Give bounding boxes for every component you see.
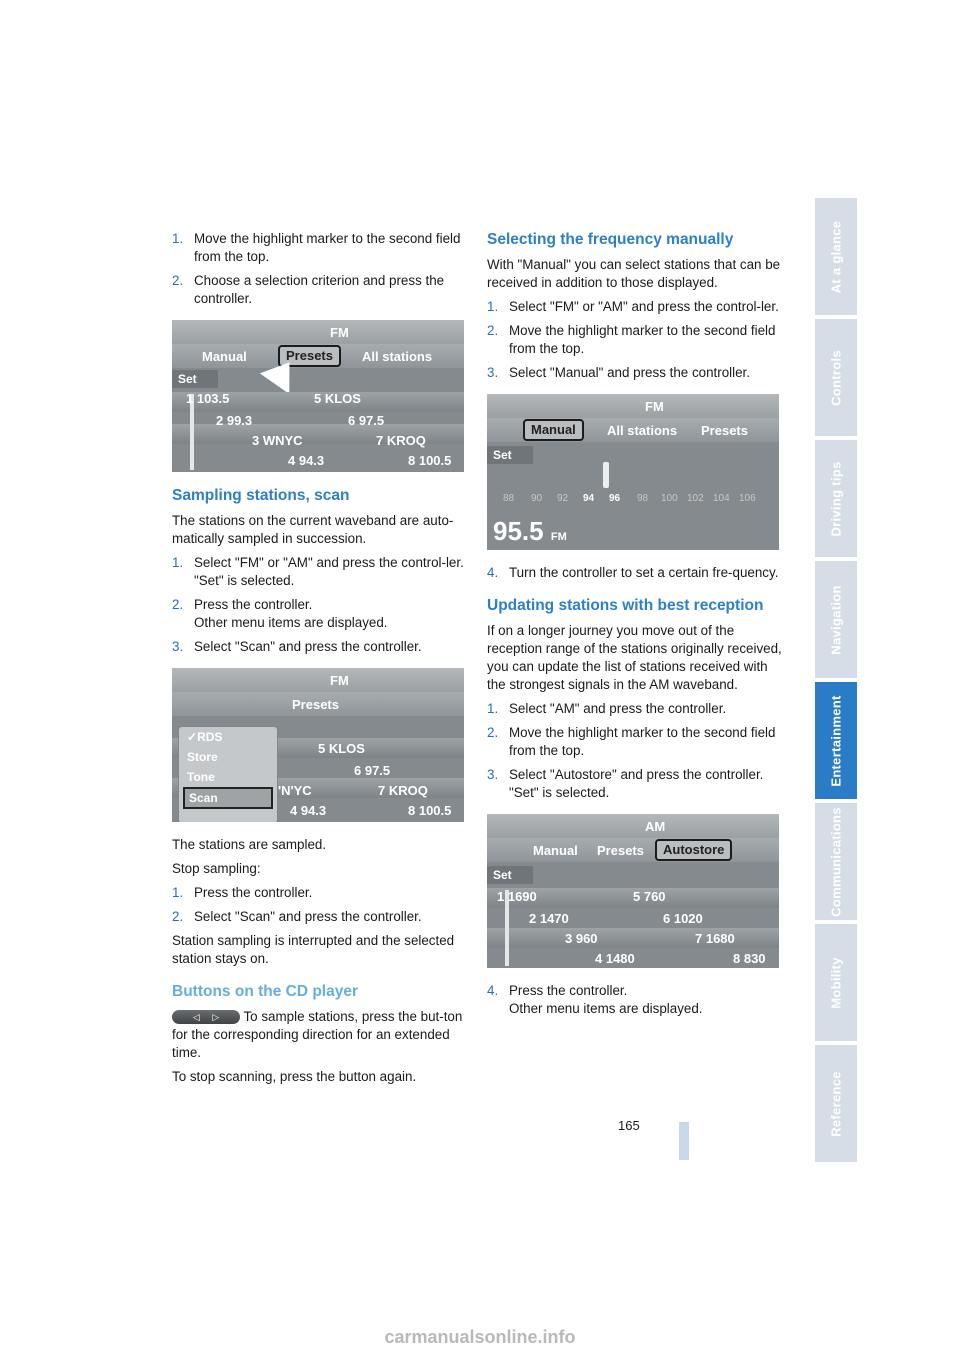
- step: 2. Press the controller. Other menu items are displayed.: [172, 597, 388, 630]
- step: 1. Select "AM" and press the controller.: [487, 701, 727, 716]
- station: 6 97.5: [348, 413, 385, 428]
- station: 4 94.3: [288, 453, 325, 468]
- step: 4. Press the controller. Other menu items are displayed.: [487, 983, 703, 1016]
- station: 3 WNYC: [252, 433, 303, 448]
- band-label: FM: [330, 325, 349, 340]
- menu-item: Tone: [187, 770, 215, 784]
- watermark: carmanualsonline.info: [384, 1327, 576, 1347]
- paragraph: Station sampling is interrupted and the selected station stays on.: [172, 933, 455, 966]
- tuning-needle: [603, 462, 609, 488]
- paragraph: ◁ ▷ To sample stations, press the but-ton for the corresponding direction for an extended time.: [172, 1009, 463, 1060]
- tab-autostore: Autostore: [655, 839, 732, 861]
- band-label: FM: [645, 399, 664, 414]
- tab-manual: Manual: [523, 419, 584, 441]
- station: 4 94.3: [290, 803, 327, 818]
- right-column: [487, 230, 783, 1024]
- radio-screen-autostore: [487, 814, 779, 968]
- tab-driving-tips[interactable]: Driving tips: [815, 440, 857, 557]
- set-label: Set: [487, 866, 533, 884]
- menu-item: ✓RDS: [187, 730, 223, 744]
- current-frequency: 95.5 FM: [493, 516, 567, 546]
- tab-presets: Presets: [278, 345, 341, 367]
- heading-sampling: Sampling stations, scan: [172, 487, 350, 504]
- paragraph: If on a longer journey you move out of the reception range of the stations originally received, you can update the list of stations received with the strongest signals in the AM waveband.: [487, 623, 782, 692]
- station: 8 830: [733, 951, 766, 966]
- radio-screen-manual: [487, 394, 779, 550]
- station: 4 1480: [595, 951, 635, 966]
- tab-all-stations: All stations: [607, 423, 678, 438]
- station: 5 760: [633, 889, 666, 904]
- tab-presets: Presets: [701, 423, 748, 438]
- tab-presets: Presets: [597, 843, 644, 858]
- step: 1. Press the controller.: [172, 885, 313, 900]
- options-menu: [178, 726, 278, 822]
- tab-mobility[interactable]: Mobility: [815, 924, 857, 1041]
- top-bar: [172, 668, 464, 692]
- paragraph: The stations are sampled.: [172, 837, 327, 852]
- step: 1. Select "FM" or "AM" and press the control-ler.: [487, 299, 779, 314]
- top-bar: [487, 394, 779, 418]
- paragraph: The stations on the current waveband are auto-matically sampled in succession.: [172, 513, 454, 546]
- station: 8 100.5: [408, 803, 452, 818]
- tab-manual: Manual: [533, 843, 578, 858]
- menu-item-selected: Scan: [183, 787, 273, 809]
- station: 7 KROQ: [378, 783, 428, 798]
- step: 3. Select "Scan" and press the controller.: [172, 639, 422, 654]
- station: 5 KLOS: [314, 391, 361, 406]
- menu-item: Store: [187, 750, 218, 764]
- presets-label: Presets: [292, 697, 339, 712]
- set-label: Set: [487, 446, 533, 464]
- station: 7 KROQ: [376, 433, 426, 448]
- tab-entertainment[interactable]: Entertainment: [815, 682, 857, 799]
- tab-communications[interactable]: Communications: [815, 803, 857, 920]
- stripe: [487, 928, 779, 948]
- radio-screen-presets: [172, 320, 464, 472]
- frequency-scale: 88 90 92 94 96 98 100 102 104 106: [503, 493, 756, 504]
- heading-buttons: Buttons on the CD player: [172, 983, 359, 1000]
- station: 'N'YC: [278, 783, 312, 798]
- tab-manual: Manual: [202, 349, 247, 364]
- paragraph: To stop scanning, press the button again.: [172, 1069, 417, 1084]
- top-bar: [487, 814, 779, 838]
- heading-manual: Selecting the frequency manually: [487, 231, 734, 248]
- heading-updating: Updating stations with best reception: [487, 597, 764, 614]
- station: 3 960: [565, 931, 598, 946]
- step: 3. Select "Autostore" and press the controller. "Set" is selected.: [487, 767, 764, 800]
- page-marker: [679, 1122, 689, 1160]
- radio-screen-scan: [172, 668, 464, 822]
- step: 1. Select "FM" or "AM" and press the control-ler. "Set" is selected.: [172, 555, 464, 588]
- left-column: [172, 230, 468, 1092]
- station: 6 1020: [663, 911, 703, 926]
- tab-navigation[interactable]: Navigation: [815, 561, 857, 678]
- paragraph: With "Manual" you can select stations that can be received in addition to those displayed.: [487, 257, 781, 290]
- station: 8 100.5: [408, 453, 452, 468]
- station: 5 KLOS: [318, 741, 365, 756]
- band-label: AM: [645, 819, 666, 834]
- tab-at-a-glance[interactable]: At a glance: [815, 198, 857, 315]
- set-label: Set: [172, 370, 218, 388]
- page-number: 165: [618, 1118, 640, 1133]
- station: 1 1690: [497, 889, 537, 904]
- station: 2 99.3: [216, 413, 253, 428]
- top-bar: [172, 320, 464, 344]
- step: 3. Select "Manual" and press the controller.: [487, 365, 750, 380]
- step: 2. Move the highlight marker to the second field from the top.: [487, 725, 776, 758]
- tab-controls[interactable]: Controls: [815, 319, 857, 436]
- seek-button-icon: ◁ ▷: [172, 1010, 240, 1024]
- tab-reference[interactable]: Reference: [815, 1045, 857, 1162]
- step: 1. Move the highlight marker to the second field from the top.: [172, 231, 461, 264]
- step: 2. Select "Scan" and press the controller.: [172, 909, 422, 924]
- step: 2. Choose a selection criterion and press the controller.: [172, 273, 445, 306]
- station: 1 103.5: [186, 391, 230, 406]
- chapter-tabs: [815, 198, 857, 1166]
- step: 4. Turn the controller to set a certain fre-quency.: [487, 565, 779, 580]
- station: 6 97.5: [354, 763, 391, 778]
- tab-all-stations: All stations: [362, 349, 433, 364]
- step: 2. Move the highlight marker to the second field from the top.: [487, 323, 776, 356]
- station: 2 1470: [529, 911, 569, 926]
- paragraph: Stop sampling:: [172, 861, 261, 876]
- station: 7 1680: [695, 931, 735, 946]
- band-label: FM: [330, 673, 349, 688]
